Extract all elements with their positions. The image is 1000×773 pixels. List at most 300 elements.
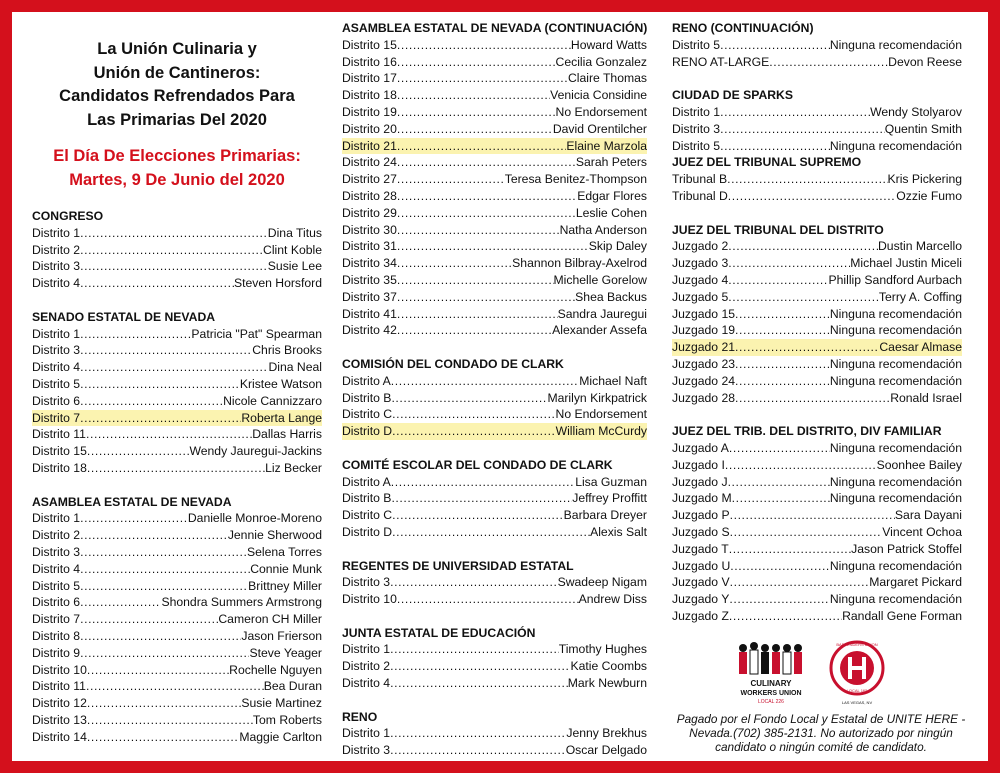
- candidate-name: Ninguna recomendación: [829, 592, 962, 607]
- dot-leader: [80, 410, 241, 427]
- list-item: [342, 524, 647, 541]
- candidate-name: Michelle Gorelow: [553, 272, 647, 287]
- district-label: Juzgado A: [672, 440, 729, 455]
- list-item: [672, 238, 962, 255]
- section-heading: RENO (CONTINUACIÓN): [672, 21, 814, 35]
- section-escolar: [342, 457, 647, 541]
- list-item: [672, 104, 962, 121]
- list-item: [672, 171, 962, 188]
- dot-leader: [80, 393, 223, 410]
- list-item: [342, 675, 647, 692]
- culinary-workers-logo: [735, 638, 885, 708]
- district-label: Distrito 21: [342, 138, 397, 153]
- candidate-name: Alexis Salt: [590, 524, 647, 539]
- dot-leader: [720, 37, 830, 54]
- section-heading: JUEZ DEL TRIBUNAL SUPREMO: [672, 155, 862, 170]
- district-label: Distrito 11: [32, 427, 86, 442]
- list-item: [342, 70, 647, 87]
- district-label: Distrito 30: [342, 222, 397, 237]
- list-item: [32, 443, 322, 460]
- candidate-name: Dina Titus: [267, 225, 322, 240]
- list-item: [672, 272, 962, 289]
- dot-leader: [391, 474, 575, 491]
- district-label: Distrito 8: [32, 628, 81, 643]
- district-label: Distrito 4: [32, 360, 81, 375]
- list-item: [342, 188, 647, 205]
- dot-leader: [735, 356, 830, 373]
- candidate-name: Connie Munk: [250, 561, 322, 576]
- district-label: Distrito 31: [342, 239, 397, 254]
- list-item: [32, 578, 322, 595]
- district-label: Tribunal B: [672, 172, 728, 187]
- dot-leader: [397, 154, 576, 171]
- list-item: [672, 608, 962, 625]
- list-item: [672, 289, 962, 306]
- district-label: Distrito 41: [342, 306, 397, 321]
- dot-leader: [397, 188, 577, 205]
- candidate-name: Ninguna recomendación: [829, 491, 962, 506]
- list-item: [672, 440, 962, 457]
- dot-leader: [80, 225, 268, 242]
- candidate-name: Dallas Harris: [252, 427, 322, 442]
- candidate-name: Rochelle Nguyen: [229, 662, 322, 677]
- dot-leader: [397, 171, 505, 188]
- list-item: [672, 524, 962, 541]
- dot-leader: [390, 725, 566, 742]
- district-label: Juzgado I: [672, 457, 725, 472]
- candidate-name: Susie Lee: [267, 259, 322, 274]
- dot-leader: [80, 359, 268, 376]
- election-date: [32, 145, 322, 192]
- highlighted-list-item: [32, 410, 322, 427]
- section-familiar: [672, 423, 962, 625]
- candidate-name: Marilyn Kirkpatrick: [547, 390, 647, 405]
- bartenders-logo-text: LAS VEGAS, NV: [841, 700, 873, 705]
- dot-leader: [391, 490, 572, 507]
- bartenders-union-seal-icon: [831, 642, 883, 694]
- dot-leader: [730, 574, 870, 591]
- district-label: Juzgado S: [672, 524, 730, 539]
- candidate-name: Clint Koble: [263, 242, 322, 257]
- culinary-logo-text: WORKERS UNION: [740, 690, 802, 697]
- candidate-name: Jeffrey Proffitt: [572, 491, 647, 506]
- dot-leader: [735, 373, 830, 390]
- district-label: Juzgado V: [672, 575, 730, 590]
- candidate-name: Randall Gene Forman: [842, 608, 962, 623]
- candidate-name: Teresa Benitez-Thompson: [504, 172, 647, 187]
- district-label: Juzgado 21: [672, 340, 736, 355]
- district-label: Distrito 2: [32, 242, 81, 257]
- list-item: [32, 628, 322, 645]
- candidate-name: Ninguna recomendación: [829, 558, 962, 573]
- list-item: [342, 238, 647, 255]
- candidate-name: Susie Martinez: [241, 696, 322, 711]
- district-label: Distrito 6: [32, 393, 81, 408]
- list-item: [32, 712, 322, 729]
- dot-leader: [735, 390, 890, 407]
- title-line: La Unión Culinaria y: [97, 40, 257, 58]
- dot-leader: [80, 527, 228, 544]
- district-label: Distrito 5: [672, 138, 721, 153]
- list-item: [342, 725, 647, 742]
- district-label: Distrito 1: [342, 642, 391, 657]
- district-label: Distrito 18: [32, 460, 87, 475]
- district-label: Distrito 3: [32, 544, 81, 559]
- dot-leader: [729, 608, 842, 625]
- dot-leader: [397, 255, 512, 272]
- candidate-name: Steve Yeager: [249, 645, 322, 660]
- candidate-name: Katie Coombs: [570, 659, 647, 674]
- list-item: [32, 645, 322, 662]
- list-item: [672, 121, 962, 138]
- candidate-name: Shondra Summers Armstrong: [161, 595, 322, 610]
- dot-leader: [391, 373, 580, 390]
- candidate-name: Dustin Marcello: [878, 239, 962, 254]
- district-label: Distrito 27: [342, 172, 397, 187]
- candidate-name: Vincent Ochoa: [882, 524, 962, 539]
- section-heading: JUEZ DEL TRIBUNAL DEL DISTRITO: [672, 222, 884, 237]
- dot-leader: [720, 138, 830, 155]
- list-item: [672, 390, 962, 407]
- section-heading: CIUDAD DE SPARKS: [672, 88, 793, 103]
- column-right: [672, 12, 962, 625]
- dot-leader: [80, 342, 252, 359]
- district-label: Distrito D: [342, 424, 393, 439]
- district-label: Distrito 20: [342, 121, 397, 136]
- district-label: Distrito C: [342, 407, 393, 422]
- candidate-name: Ronald Israel: [890, 390, 962, 405]
- list-item: [672, 306, 962, 323]
- dot-leader: [397, 306, 558, 323]
- dot-leader: [397, 138, 567, 155]
- candidate-name: Ninguna recomendación: [829, 373, 962, 388]
- district-label: Juzgado 23: [672, 356, 736, 371]
- section-educacion: [342, 625, 647, 692]
- candidate-name: Maggie Carlton: [239, 729, 322, 744]
- district-label: Distrito 29: [342, 205, 397, 220]
- candidate-name: Chris Brooks: [252, 343, 322, 358]
- section-heading: COMISIÓN DEL CONDADO DE CLARK: [342, 356, 564, 371]
- list-item: [32, 460, 322, 477]
- section-heading: JUEZ DEL TRIB. DEL DISTRITO, DIV FAMILIAR: [672, 424, 942, 439]
- district-label: Juzgado P: [672, 508, 730, 523]
- list-item: [672, 255, 962, 272]
- section-heading: SENADO ESTATAL DE NEVADA: [32, 309, 216, 324]
- dot-leader: [397, 591, 579, 608]
- candidate-name: Nicole Cannizzaro: [223, 393, 322, 408]
- list-item: [32, 359, 322, 376]
- district-label: Distrito D: [342, 524, 393, 539]
- candidate-name: Kris Pickering: [887, 172, 962, 187]
- district-label: Distrito 10: [32, 662, 87, 677]
- candidate-name: Ninguna recomendación: [829, 474, 962, 489]
- district-label: Juzgado 28: [672, 390, 736, 405]
- section-sparks: [672, 87, 962, 154]
- list-item: [672, 188, 962, 205]
- page-title: [32, 38, 322, 132]
- district-label: Juzgado M: [672, 491, 732, 506]
- dot-leader: [397, 54, 556, 71]
- district-label: Distrito 13: [32, 712, 87, 727]
- bartenders-logo-text: BARTENDERS UNION: [836, 642, 878, 647]
- candidate-name: Michael Justin Miceli: [850, 256, 962, 271]
- district-label: Distrito 16: [342, 54, 397, 69]
- dot-leader: [728, 272, 828, 289]
- culinary-logo-text: LOCAL 226: [758, 699, 784, 705]
- dot-leader: [730, 558, 830, 575]
- district-label: Tribunal D: [672, 188, 728, 203]
- section-reno: [342, 709, 647, 759]
- dot-leader: [397, 272, 554, 289]
- list-item: [672, 322, 962, 339]
- district-label: Distrito 11: [32, 679, 86, 694]
- district-label: Distrito 1: [32, 511, 81, 526]
- dot-leader: [87, 443, 190, 460]
- district-label: Distrito 5: [32, 376, 81, 391]
- list-item: [32, 275, 322, 292]
- district-label: Distrito 7: [32, 612, 81, 627]
- dot-leader: [390, 675, 568, 692]
- candidate-name: No Endorsement: [555, 407, 647, 422]
- list-item: [32, 242, 322, 259]
- list-item: [672, 591, 962, 608]
- candidate-name: Andrew Diss: [578, 592, 647, 607]
- list-item: [342, 54, 647, 71]
- dot-leader: [729, 541, 851, 558]
- list-item: [32, 258, 322, 275]
- candidate-name: Skip Daley: [588, 239, 647, 254]
- district-label: Distrito 5: [672, 37, 721, 52]
- district-label: Distrito A: [342, 373, 391, 388]
- candidate-name: Liz Becker: [265, 460, 322, 475]
- district-label: Juzgado T: [672, 541, 729, 556]
- candidate-name: Sandra Jauregui: [557, 306, 647, 321]
- district-label: Distrito 35: [342, 272, 397, 287]
- dot-leader: [397, 289, 575, 306]
- dot-leader: [80, 510, 188, 527]
- dot-leader: [390, 574, 557, 591]
- section-asamblea-cont: [342, 20, 647, 339]
- dot-leader: [769, 54, 888, 71]
- district-label: Distrito 1: [672, 104, 721, 119]
- candidate-name: Steven Horsford: [233, 276, 322, 291]
- dot-leader: [392, 524, 590, 541]
- dot-leader: [80, 258, 268, 275]
- district-label: Distrito 15: [32, 444, 87, 459]
- candidate-name: Shannon Bilbray-Axelrod: [512, 256, 647, 271]
- district-label: Juzgado Z: [672, 608, 729, 623]
- list-item: [342, 406, 647, 423]
- culinary-figures-icon: [739, 642, 802, 674]
- dot-leader: [392, 406, 555, 423]
- dot-leader: [80, 561, 250, 578]
- candidate-name: Alexander Assefa: [552, 323, 647, 338]
- district-label: Distrito 3: [32, 343, 81, 358]
- candidate-name: Natha Anderson: [559, 222, 647, 237]
- dot-leader: [729, 440, 830, 457]
- dot-leader: [397, 70, 568, 87]
- dot-leader: [728, 255, 850, 272]
- section-heading: RENO: [342, 709, 378, 724]
- dot-leader: [80, 578, 248, 595]
- list-item: [342, 490, 647, 507]
- district-label: Distrito 4: [342, 676, 391, 691]
- candidate-name: Caesar Almase: [879, 340, 962, 355]
- list-item: [672, 356, 962, 373]
- list-item: [342, 222, 647, 239]
- dot-leader: [397, 205, 576, 222]
- list-item: [672, 54, 962, 71]
- section-asamblea: [32, 494, 322, 746]
- dot-leader: [390, 641, 559, 658]
- dot-leader: [397, 87, 550, 104]
- candidate-name: Lisa Guzman: [575, 474, 647, 489]
- list-item: [342, 289, 647, 306]
- dot-leader: [397, 37, 571, 54]
- district-label: Distrito 7: [32, 410, 81, 425]
- candidate-name: Oscar Delgado: [565, 743, 647, 758]
- list-item: [672, 541, 962, 558]
- dot-leader: [390, 742, 566, 759]
- dot-leader: [730, 507, 895, 524]
- district-label: Juzgado J: [672, 474, 728, 489]
- district-label: Distrito 4: [32, 276, 81, 291]
- district-label: Distrito 6: [32, 595, 81, 610]
- section-heading: ASAMBLEA ESTATAL DE NEVADA: [32, 494, 232, 509]
- candidate-name: Howard Watts: [570, 37, 647, 52]
- section-regentes: [342, 558, 647, 608]
- list-item: [672, 474, 962, 491]
- dot-leader: [80, 275, 234, 292]
- dot-leader: [728, 238, 878, 255]
- dot-leader: [80, 326, 191, 343]
- district-label: Juzgado 2: [672, 239, 729, 254]
- list-item: [342, 658, 647, 675]
- district-label: Juzgado 15: [672, 306, 736, 321]
- section-heading: JUNTA ESTATAL DE EDUCACIÓN: [342, 625, 536, 640]
- dot-leader: [720, 121, 885, 138]
- candidate-name: Brittney Miller: [248, 578, 322, 593]
- dot-leader: [87, 729, 239, 746]
- dot-leader: [728, 188, 897, 205]
- district-label: Distrito 28: [342, 188, 397, 203]
- list-item: [342, 507, 647, 524]
- dot-leader: [86, 678, 264, 695]
- title-line: Unión de Cantineros:: [93, 63, 261, 82]
- candidate-name: Ninguna recomendación: [829, 138, 962, 153]
- candidate-name: Sarah Peters: [575, 155, 647, 170]
- candidate-name: Cameron CH Miller: [218, 612, 322, 627]
- dot-leader: [397, 121, 553, 138]
- candidate-name: Wendy Stolyarov: [870, 104, 962, 119]
- dot-leader: [391, 390, 547, 407]
- dot-leader: [390, 658, 570, 675]
- candidate-name: Leslie Cohen: [575, 205, 647, 220]
- district-label: Distrito 18: [342, 88, 397, 103]
- candidate-name: Ninguna recomendación: [829, 323, 962, 338]
- dot-leader: [725, 457, 877, 474]
- section-senado: [32, 309, 322, 477]
- district-label: Distrito 24: [342, 155, 397, 170]
- list-item: [32, 594, 322, 611]
- dot-leader: [728, 474, 830, 491]
- district-label: Distrito 9: [32, 645, 81, 660]
- district-label: Distrito 1: [32, 326, 81, 341]
- dot-leader: [392, 423, 555, 440]
- list-item: [32, 611, 322, 628]
- list-item: [342, 373, 647, 390]
- dot-leader: [397, 322, 552, 339]
- candidate-name: Claire Thomas: [567, 71, 647, 86]
- list-item: [32, 561, 322, 578]
- district-label: Distrito B: [342, 390, 392, 405]
- list-item: [342, 742, 647, 759]
- district-label: Juzgado 4: [672, 272, 729, 287]
- list-item: [342, 87, 647, 104]
- dot-leader: [392, 507, 564, 524]
- list-item: [342, 591, 647, 608]
- list-item: [672, 490, 962, 507]
- district-label: Juzgado 3: [672, 256, 729, 271]
- dot-leader: [87, 460, 265, 477]
- candidate-name: Roberta Lange: [241, 410, 322, 425]
- dot-leader: [80, 645, 249, 662]
- candidate-name: Mark Newburn: [567, 676, 647, 691]
- list-item: [342, 574, 647, 591]
- district-label: Juzgado 19: [672, 323, 736, 338]
- list-item: [32, 510, 322, 527]
- dot-leader: [730, 524, 883, 541]
- paid-for-disclaimer: Pagado por el Fondo Local y Estatal de UNITE HERE - Nevada.(702) 385-2131. No autorizado por ningún candidato o ningún comité de candidato.: [676, 712, 966, 754]
- dot-leader: [80, 611, 218, 628]
- district-label: Distrito 34: [342, 256, 397, 271]
- list-item: [342, 171, 647, 188]
- candidate-name: Tom Roberts: [252, 712, 322, 727]
- candidate-name: Edgar Flores: [577, 188, 647, 203]
- list-item: [32, 426, 322, 443]
- dot-leader: [728, 289, 879, 306]
- candidate-name: Selena Torres: [247, 544, 322, 559]
- district-label: Juzgado 5: [672, 289, 729, 304]
- candidate-name: Venicia Considine: [550, 88, 647, 103]
- dot-leader: [87, 662, 229, 679]
- list-item: [32, 695, 322, 712]
- candidate-name: Terry A. Coffing: [878, 289, 962, 304]
- district-label: Distrito A: [342, 474, 391, 489]
- highlighted-list-item: [342, 138, 647, 155]
- dot-leader: [80, 594, 161, 611]
- section-distrito: [672, 222, 962, 407]
- dot-leader: [729, 591, 830, 608]
- district-label: Distrito 4: [32, 561, 81, 576]
- candidate-name: Jason Frierson: [241, 628, 322, 643]
- candidate-name: Ninguna recomendación: [829, 440, 962, 455]
- dot-leader: [80, 544, 247, 561]
- dot-leader: [87, 712, 253, 729]
- candidate-name: Elaine Marzola: [566, 138, 647, 153]
- dot-leader: [80, 628, 241, 645]
- title-line: Candidatos Refrendados Para: [59, 87, 295, 105]
- district-label: Distrito 3: [342, 743, 391, 758]
- candidate-name: Ozzie Fumo: [896, 188, 962, 203]
- candidate-name: Cecilia Gonzalez: [555, 54, 647, 69]
- title-line: Las Primarias Del 2020: [87, 110, 267, 129]
- column-middle: [342, 12, 647, 759]
- district-label: Distrito 2: [342, 659, 391, 674]
- candidate-name: David Orentilcher: [552, 121, 647, 136]
- district-label: Distrito 17: [342, 71, 397, 86]
- section-heading: REGENTES DE UNIVERSIDAD ESTATAL: [342, 558, 574, 573]
